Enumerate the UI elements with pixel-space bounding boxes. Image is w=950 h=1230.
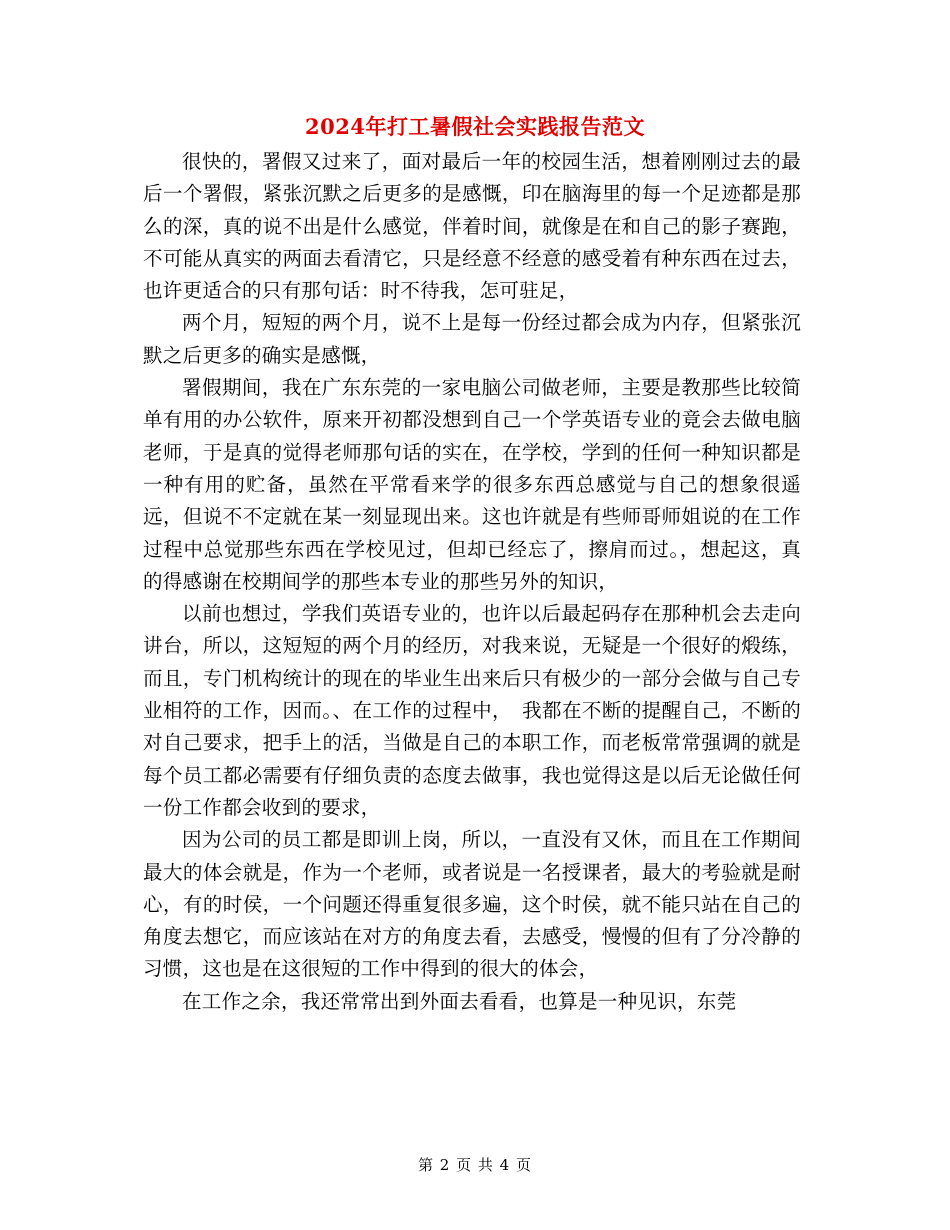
paragraph-6: 在工作之余，我还常常出到外面去看看，也算是一种见识，东莞 xyxy=(182,989,737,1013)
paragraph-3: 署假期间，我在广东东莞的一家电脑公司做老师，主要是教那些比较简单有用的办公软件，原来开初都没想到自己一个学英语专业的竟会去做电脑老师，于是真的觉得老师那句话的实在，在学校，学到的任何一种知识都是一种有用的贮备，虽然在平常看来学的很多东西总感觉与自己的想象很遥远，但说不不定就在某一刻显现出来。这也许就是有些师哥师姐说的在工作过程中总觉那些东西在学校见过，但却已经忘了，擦肩而过。，想起这，真的得感谢在校期间学的那些本专业的那些另外的知识， xyxy=(143,376,801,593)
document-body xyxy=(143,146,801,1018)
paragraph-4: 以前也想过，学我们英语专业的，也许以后最起码存在那种机会去走向讲台，所以，这短短的两个月的经历，对我来说，无疑是一个很好的煅练，而且，专门机构统计的现在的毕业生出来后只有极少的一部分会做与自己专业相符的工作，因而。、在工作的过程中， 我都在不断的提醒自己，不断的对自己要求，把手上的活，当做是自己的本职工作，而老板常常强调的就是每个员工都必需要有仔细负责的态度去做事，我也觉得这是以后无论做任何一份工作都会收到的要求， xyxy=(143,602,801,819)
page-number-footer: 第 2 页 共 4 页 xyxy=(418,1156,532,1174)
paragraph-2: 两个月，短短的两个月，说不上是每一份经过都会成为内存，但紧张沉默之后更多的确实是感慨， xyxy=(143,311,801,367)
document-title: 2024年打工暑假社会实践报告范文 xyxy=(305,114,645,139)
paragraph-1: 很快的，署假又过来了，面对最后一年的校园生活，想着刚刚过去的最后一个署假，紧张沉默之后更多的是感慨，印在脑海里的每一个足迹都是那么的深，真的说不出是什么感觉，伴着时间，就像是在和自己的影子赛跑，不可能从真实的两面去看清它，只是经意不经意的感受着有种东西在过去，也许更适合的只有那句话：时不待我，怎可驻足， xyxy=(143,150,801,303)
paragraph-5: 因为公司的员工都是即训上岗，所以，一直没有又休，而且在工作期间最大的体会就是，作为一个老师，或者说是一名授课者，最大的考验就是耐心，有的时侯，一个问题还得重复很多遍，这个时侯，就不能只站在自己的角度去想它，而应该站在对方的角度去看，去感受，慢慢的但有了分冷静的习惯，这也是在这很短的工作中得到的很大的体会， xyxy=(143,828,801,981)
